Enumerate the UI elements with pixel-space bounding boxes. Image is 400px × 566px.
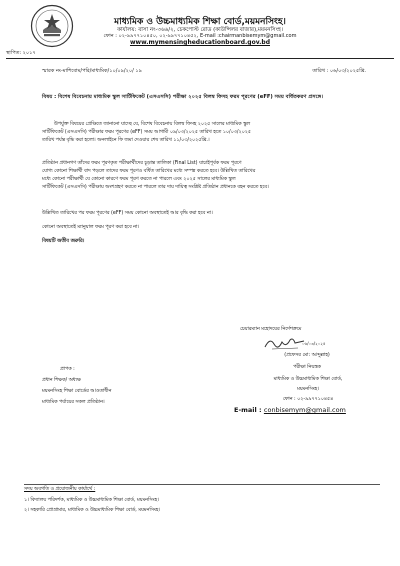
subject-line: বিষয় : বিশেষ বিবেচনায় মাধ্যমিক স্কুল সার্টিফিকেট (এসএসসি) পরীক্ষা ২০২৫ বিলম্ব ফিসহ ফরম পূরণের (eFF) সময় বর্ধিতকরণ প্রসঙ্গে। [42, 94, 324, 100]
body-paragraph-2 [42, 160, 368, 192]
signatory-phone: ফোন : ০২-৯৯৭৭১০৪৫৪ [282, 397, 334, 402]
recipient-line: প্রধান শিক্ষক/ অধ্যক্ষ [42, 378, 81, 383]
signatory-city: ময়মনসিংহ। [297, 387, 319, 392]
order-line: চেয়ারম্যান মহোদয়ের নির্দেশক্রমে [240, 327, 302, 332]
established-year: স্থাপিত: ২০১৭ [6, 50, 36, 56]
copy-item: ১। বিদ্যালয় পরিদর্শক, মাধ্যমিক ও উচ্চমাধ্যমিক শিক্ষা বোর্ড, ময়মনসিংহ। [24, 498, 159, 503]
recipient-line: ময়মনসিংহ শিক্ষা বোর্ডের আওতাধীন [42, 389, 112, 394]
footer-divider [24, 484, 380, 485]
memo-date: তারিখ : ০৬/০৩/২০২৫খ্রি. [312, 68, 366, 74]
paragraph-line: উপর্যুক্ত বিষয়ের প্রেক্ষিতে জানানো যাচ্ছে যে, বিশেষ বিবেচনায় বিলম্ব ফিসহ ২০২৫ সালের মাধ্যমিক স্কুল [54, 122, 251, 127]
signatory-office: মাধ্যমিক ও উচ্চমাধ্যমিক শিক্ষা বোর্ড, [273, 377, 343, 382]
body-paragraph-3: উল্লিখিত তারিখের পর ফরম পূরণের (eFF) সময় কোনো অবস্থাতেই আর বৃদ্ধি করা হবে না। [42, 211, 213, 216]
signatory-designation: পরীক্ষা নিয়ন্ত্রক [293, 365, 321, 370]
board-address: কার্যালয়: বাসা নং-৩৬৬/২, চেকপোস্ট রোড (কাউন্সিলর বাজার),ময়মনসিংহ। [117, 27, 283, 33]
body-paragraph-4: কোনো অবস্থাতেই ম্যানুয়াল ফরম পূরণ করা হবে না। [42, 225, 140, 230]
recipient-heading: প্রাপক : [60, 367, 75, 372]
copy-item: ২। সহকারি প্রোগ্রামার, মাধ্যমিক ও উচ্চমাধ্যমিক শিক্ষা বোর্ড, ময়মনসিংহ। [24, 508, 161, 513]
signature-date: ০৬/০৩/২০২৫ [302, 341, 326, 346]
paragraph-line: যোগ্য কোনো শিক্ষার্থী বাদ পড়লে তাদের ফরম পূরণও বর্ধিত তারিখের মধ্যে সম্পন্ন করতে হবে। উল্লিখিত তারিখের [42, 169, 256, 174]
signatory-name: (প্রফেসর মো: আব্দুল্লাহ) [284, 353, 330, 358]
board-contact: ফোন : ০২-৯৯৭৭১০৪৫০, ০২-৯৯৭৭১০৪৫২, E-mail :chairmanbisemym@gmail.com [103, 33, 297, 39]
memo-number: স্মারক নং-মাশিবোম/পরি/মাধ্যমিক/১০/০৯/২০/ ১৯ [42, 68, 142, 74]
copy-heading: সদয় অবগতি ও প্রয়োজনীয় কার্যার্থে : [24, 487, 96, 492]
paragraph-line: সার্টিফিকেট (এসএসসি) পরীক্ষার ফরম পূরণের (eFF) সময় আগামী ০৯/০৩/২০২৫ তারিখ হতে ১০/০৩/২০২৫ [42, 130, 251, 135]
board-name: মাধ্যমিক ও উচ্চমাধ্যমিক শিক্ষা বোর্ড,ময়মনসিংহ। [114, 17, 286, 27]
paragraph-line: মধ্যে কোনো পরীক্ষার্থী যে কোনো কারণে ফরম পূরণ করতে না পারলে এবং ২০২৫ সালের মাধ্যমিক স্কুল [42, 177, 236, 182]
board-website-link[interactable]: www.mymensingheducationboard.gov.bd [129, 39, 270, 46]
signatory-email-link[interactable]: conbisemym@gmail.com [263, 406, 346, 414]
paragraph-line: সার্টিফিকেট (এসএসসি) পরীক্ষায় অংশগ্রহণ করতে না পারলে তার দায় দায়িত্ব সংশ্লিষ্ট প্রতিষ্ঠান প্রধানকে বহন করতে হবে। [42, 185, 269, 190]
recipient-line: মাধ্যমিক পর্যায়ের সকল প্রতিষ্ঠান। [42, 400, 105, 405]
email-label: E-mail : [234, 406, 262, 414]
body-paragraph-5: বিষয়টি অতীব জরুরি। [42, 239, 85, 244]
paragraph-line: প্রতিষ্ঠান প্রধানগণ তাঁদের ফরম পূরণকৃত পরীক্ষার্থীদের চূড়ান্ত তালিকা (Final List) যাচাইপূর্বক ফরম পূরণে [42, 161, 242, 166]
paragraph-line: তারিখ পর্যন্ত বৃদ্ধি করা হলো। অনলাইনে ফি জমা দেওয়ার শেষ তারিখ ১১/০৩/২০২৫খ্রি.। [42, 138, 210, 143]
body-paragraph-1 [42, 121, 368, 145]
header-divider [6, 58, 394, 59]
signatory-email-row [234, 406, 346, 414]
